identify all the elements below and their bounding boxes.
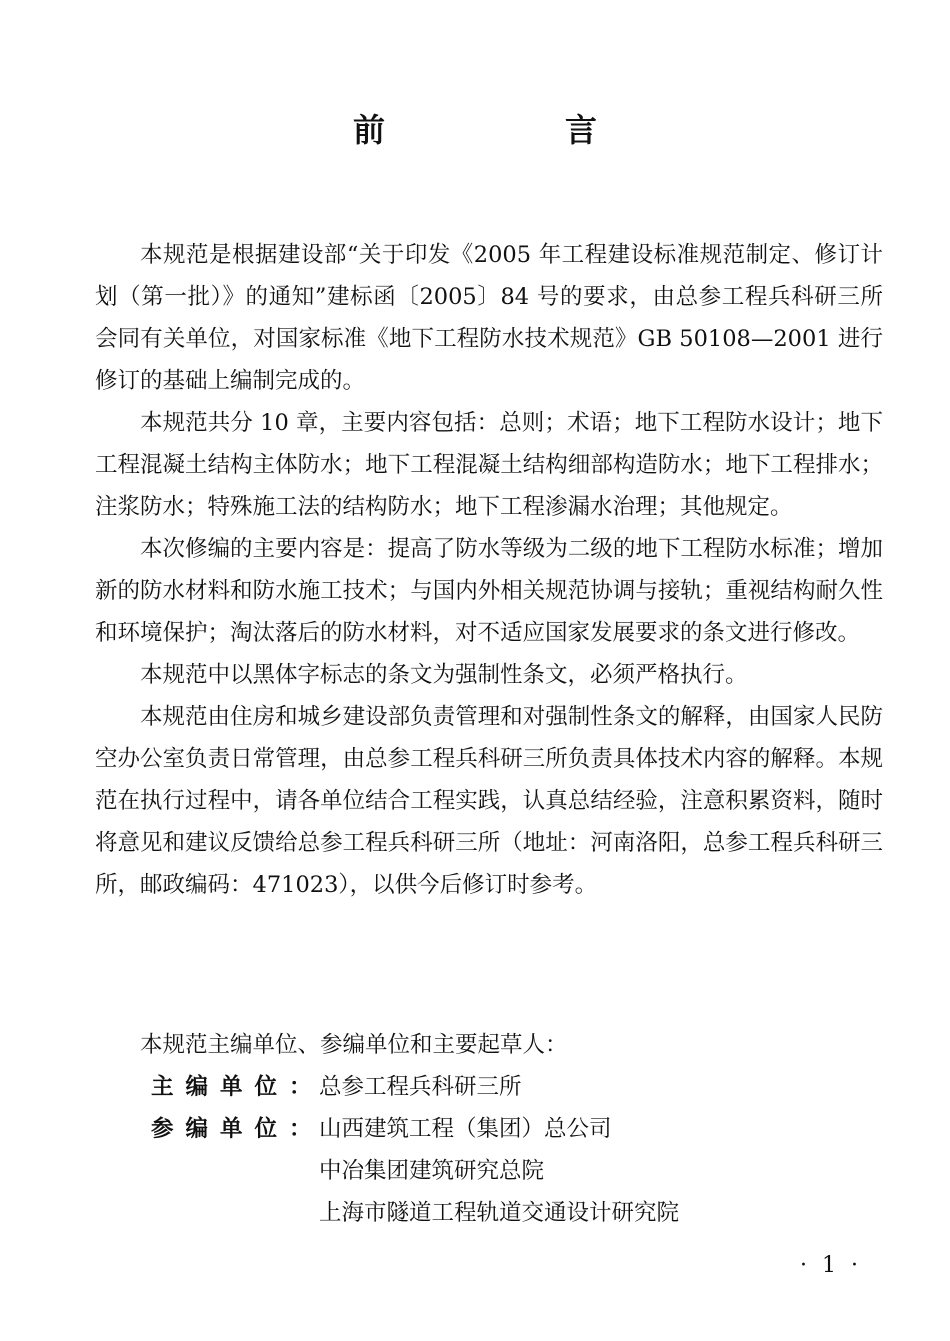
participating-unit-label: 参编单位： [151,1116,324,1142]
participating-unit-value: 山西建筑工程（集团）总公司 [319,1116,612,1142]
drafting-units [95,1024,883,1234]
drafting-intro: 本规范主编单位、参编单位和主要起草人： [140,1032,568,1058]
page-number: · 1 · [800,1253,862,1278]
paragraph-chapters: 本规范共分 10 章，主要内容包括：总则；术语；地下工程防水设计；地下工程混凝土结构主体防水；地下工程混凝土结构细部构造防水；地下工程排水；注浆防水；特殊施工法的结构防水；地下工程渗漏水治理；其他规定。 [95,410,883,520]
chief-unit-row [95,1066,883,1108]
participating-unit-row [95,1108,883,1150]
preface-body [95,234,883,906]
paragraph-origin: 本规范是根据建设部“关于印发《2005 年工程建设标准规范制定、修订计划（第一批）》的通知”建标函〔2005〕84 号的要求，由总参工程兵科研三所会同有关单位，对国家标准《地下工程防水技术规范》GB 50108—2001 进行修订的基础上编制完成的。 [95,242,883,394]
chief-unit-label: 主编单位： [151,1074,324,1100]
paragraph-revisions: 本次修编的主要内容是：提高了防水等级为二级的地下工程防水标准；增加新的防水材料和防水施工技术；与国内外相关规范协调与接轨；重视结构耐久性和环境保护；淘汰落后的防水材料，对不适应国家发展要求的条文进行修改。 [95,536,883,646]
paragraph-management: 本规范由住房和城乡建设部负责管理和对强制性条文的解释，由国家人民防空办公室负责日常管理，由总参工程兵科研三所负责具体技术内容的解释。本规范在执行过程中，请各单位结合工程实践，认真总结经验，注意积累资料，随时将意见和建议反馈给总参工程兵科研三所（地址：河南洛阳，总参工程兵科研三所，邮政编码：471023），以供今后修订时参考。 [95,704,883,898]
participating-unit-row [95,1192,883,1234]
participating-unit-value: 中冶集团建筑研究总院 [319,1158,545,1184]
participating-unit-value: 上海市隧道工程轨道交通设计研究院 [319,1200,680,1226]
participating-unit-row [95,1150,883,1192]
paragraph-mandatory: 本规范中以黑体字标志的条文为强制性条文，必须严格执行。 [140,662,748,688]
chief-unit-value: 总参工程兵科研三所 [319,1074,522,1100]
page-title: 前 言 [352,111,671,149]
